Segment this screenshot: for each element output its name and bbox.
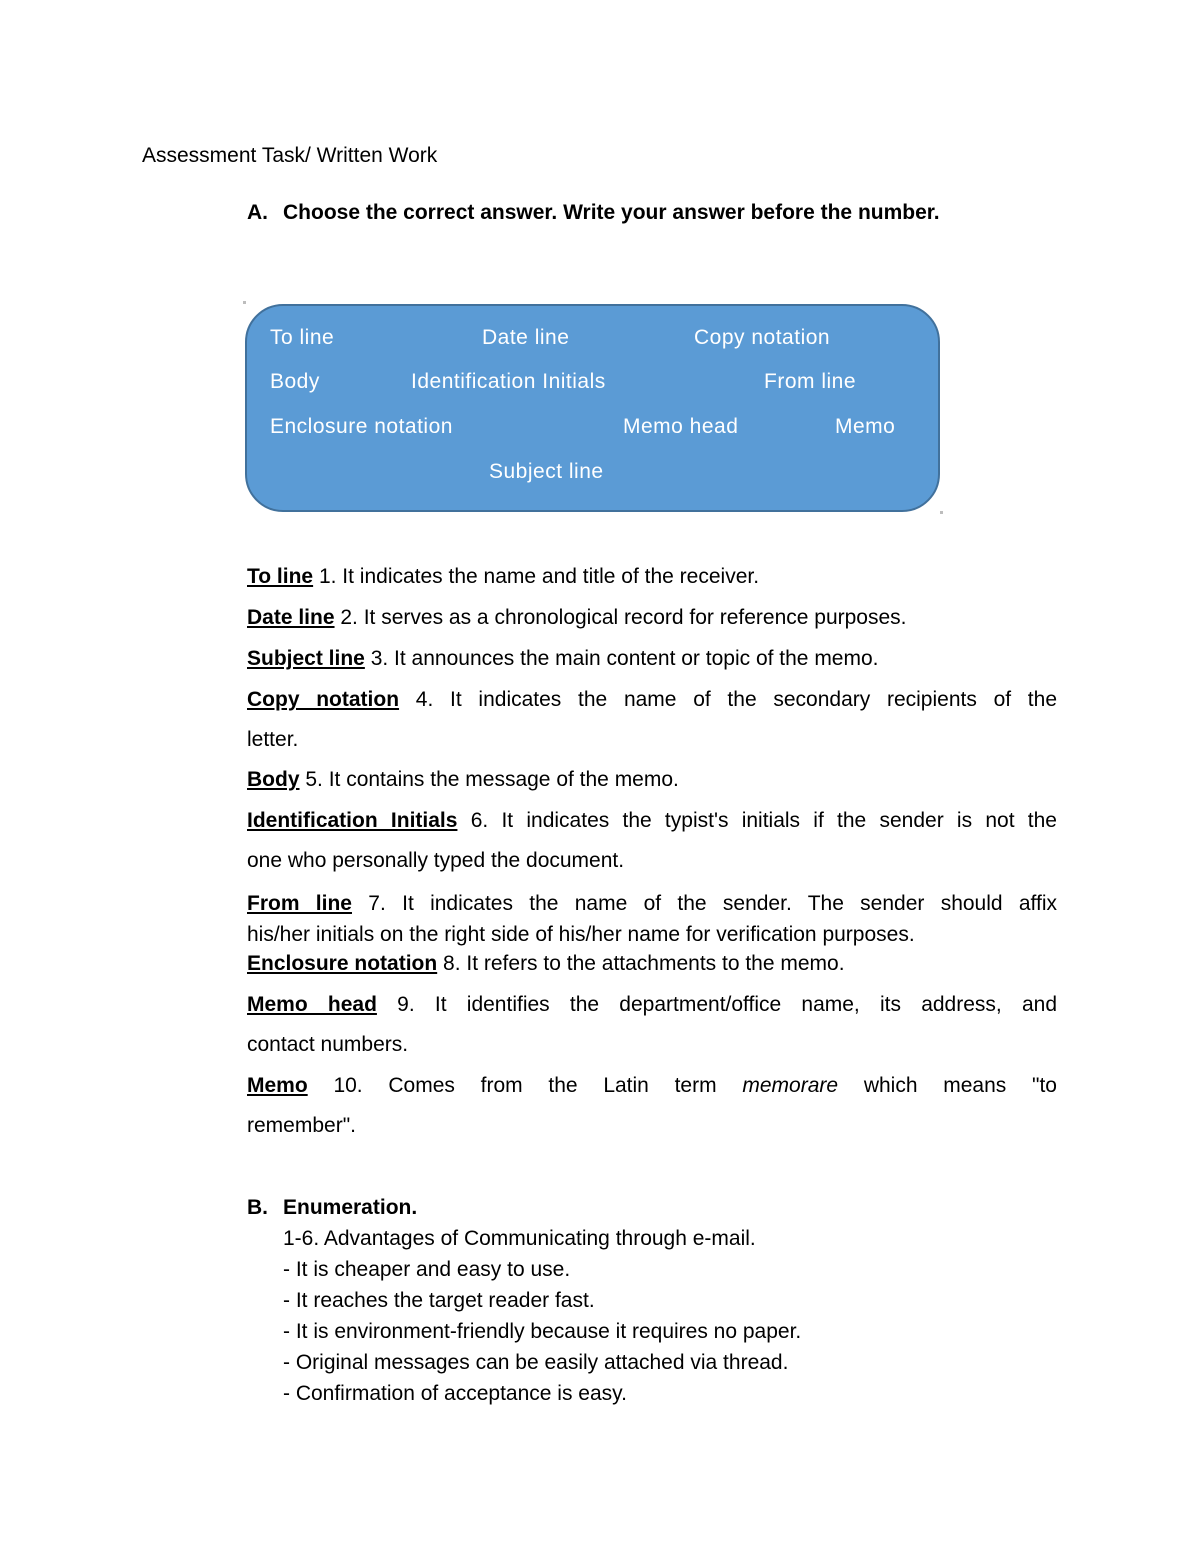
question-item	[247, 801, 1057, 881]
question-item	[247, 888, 1057, 950]
selection-handle	[243, 301, 246, 304]
question-text-continued: one who personally typed the document.	[247, 849, 625, 872]
word-bank-item: Copy notation	[694, 326, 831, 349]
answer: From line	[247, 892, 352, 915]
question-text: 7. It indicates the name of the sender. The sender should affix	[368, 892, 1058, 915]
question-item	[247, 605, 1057, 631]
question-text: 5. It contains the message of the memo.	[305, 768, 679, 791]
page-title: Assessment Task/ Written Work	[142, 144, 438, 167]
question-text-continued: contact numbers.	[247, 1033, 409, 1056]
question-item	[247, 680, 1057, 760]
enumeration-line: - It is cheaper and easy to use.	[283, 1258, 571, 1281]
selection-handle	[940, 511, 943, 514]
question-text-continued: letter.	[247, 728, 299, 751]
question-text: 10. Comes from the Latin term	[333, 1074, 717, 1097]
section-a-instruction: Choose the correct answer. Write your answer before the number.	[283, 201, 940, 224]
answer: Enclosure notation	[247, 952, 438, 975]
question-text: which means "to	[863, 1074, 1057, 1097]
word-bank-item: Identification Initials	[411, 370, 606, 393]
question-text-continued: remember".	[247, 1114, 356, 1137]
enumeration-line: - It is environment-friendly because it requires no paper.	[283, 1320, 802, 1343]
question-text: 6. It indicates the typist's initials if the sender is not the	[470, 809, 1057, 832]
section-b-heading	[247, 1195, 417, 1221]
answer: Identification Initials	[247, 809, 458, 832]
answer: Memo head	[247, 993, 377, 1016]
question-text: 8. It refers to the attachments to the memo.	[443, 952, 845, 975]
word-bank-item: Date line	[482, 326, 570, 349]
enumeration-line: - It reaches the target reader fast.	[283, 1289, 595, 1312]
enumeration-line: 1-6. Advantages of Communicating through e-mail.	[283, 1227, 756, 1250]
word-bank-item: Subject line	[489, 460, 604, 483]
enumeration-line: - Confirmation of acceptance is easy.	[283, 1382, 627, 1405]
word-bank-box	[245, 304, 940, 512]
question-item	[247, 646, 1057, 672]
answer: Copy notation	[247, 688, 400, 711]
section-a-letter: A.	[247, 201, 268, 224]
section-a-heading	[247, 200, 940, 226]
answer: Memo	[247, 1074, 308, 1097]
word-bank-item: To line	[270, 326, 335, 349]
question-text-continued: his/her initials on the right side of his/her name for verification purposes.	[247, 923, 915, 946]
question-text: 3. It announces the main content or topic of the memo.	[370, 647, 879, 670]
section-b-letter: B.	[247, 1196, 268, 1219]
question-item	[247, 767, 1057, 793]
latin-term: memorare	[742, 1074, 839, 1097]
answer: Subject line	[247, 647, 365, 670]
question-text: 9. It identifies the department/office name, its address, and	[397, 993, 1058, 1016]
question-item	[247, 951, 1057, 977]
section-b-title: Enumeration.	[283, 1196, 418, 1219]
question-item	[247, 985, 1057, 1065]
enumeration-line: - Original messages can be easily attached via thread.	[283, 1351, 789, 1374]
answer: Date line	[247, 606, 335, 629]
word-bank-item: Memo head	[623, 415, 739, 438]
answer: Body	[247, 768, 300, 791]
question-item	[247, 1066, 1057, 1146]
answer: To line	[247, 565, 314, 588]
word-bank-item: Body	[270, 370, 320, 393]
word-bank-item: Memo	[835, 415, 896, 438]
word-bank-item: From line	[764, 370, 857, 393]
question-text: 1. It indicates the name and title of the receiver.	[318, 565, 760, 588]
question-text: 4. It indicates the name of the secondary recipients of the	[415, 688, 1057, 711]
question-item	[247, 564, 1057, 590]
word-bank-item: Enclosure notation	[270, 415, 453, 438]
question-text: 2. It serves as a chronological record for reference purposes.	[340, 606, 907, 629]
